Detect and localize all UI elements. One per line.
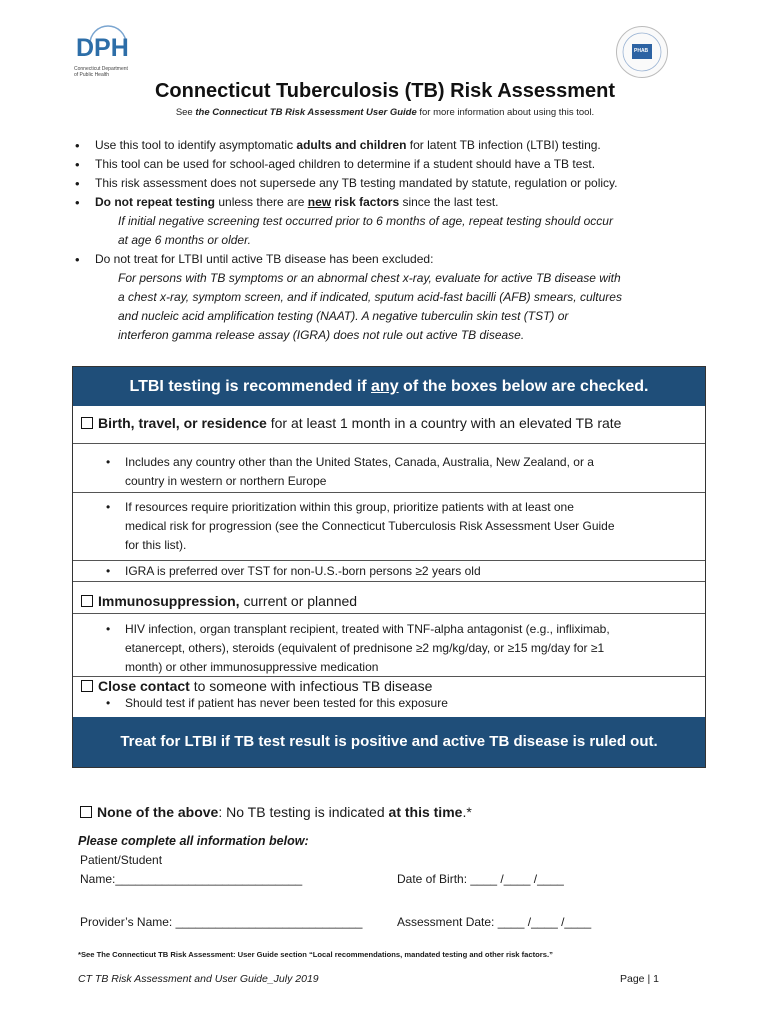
document-footer-title: CT TB Risk Assessment and User Guide_July 2019 — [78, 973, 319, 985]
active-tb-note: For persons with TB symptoms or an abnormal chest x-ray, evaluate for active TB disease with a chest x-ray, symptom screen, and if indicated, sputum acid-fast bacilli (AFB) smears, cultures and nucleic acid amplification testing (NAAT). A negative tuberculin skin test (TST) or interferon gamma release assay (IGRA) does not rule out active TB disease. — [118, 271, 622, 342]
none-of-above-checkbox[interactable] — [80, 806, 92, 818]
repeat-testing-note: If initial negative screening test occurred prior to 6 months of age, repeat testing should occur at age 6 months or older. — [118, 214, 613, 247]
list-item: • Use this tool to identify asymptomatic adults and children for latent TB infection (LTBI) testing. — [72, 136, 712, 155]
immunosuppression-checkbox[interactable] — [81, 595, 93, 607]
list-item: • This tool can be used for school-aged children to determine if a student should have a TB test. — [72, 155, 712, 174]
page-title: Connecticut Tuberculosis (TB) Risk Assessment — [154, 80, 616, 102]
dph-logo — [72, 22, 134, 80]
birth-travel-detail-2: • If resources require prioritization within this group, prioritize patients with at least one medical risk for progression (see the Connecticut Tuberculosis Risk Assessment User Guide for this list). — [73, 492, 705, 555]
assessment-date-field[interactable]: Assessment Date: ____ /____ /____ — [397, 915, 592, 929]
list-item: • This risk assessment does not supersede any TB testing mandated by statute, regulation or policy. — [72, 174, 712, 193]
birth-travel-detail-3: • IGRA is preferred over TST for non-U.S.-born persons ≥2 years old — [73, 560, 705, 581]
birth-travel-checkbox[interactable] — [81, 417, 93, 429]
list-item: • Do not treat for LTBI until active TB disease has been excluded: For persons with TB symptoms or an abnormal chest x-ray, evaluate for active TB disease with a chest x-ray, symptom screen, and if indicated, sputum acid-fast bacilli (AFB) smears, cultures and nucleic acid amplification testing (NAAT). A negative tuberculin skin test (TST) or interferon gamma release assay (IGRA) does not rule out active TB disease. — [72, 250, 712, 345]
provider-name-field[interactable]: Provider’s Name: ____________________________ — [80, 915, 363, 929]
seal-badge — [632, 44, 652, 59]
immunosuppression-detail-1: • HIV infection, organ transplant recipient, treated with TNF-alpha antagonist (e.g., infliximab, etanercept, others), steroids (equivalent of prednisone ≥2 mg/kg/day, or ≥15 mg/day for ≥1 month) or other immunosuppressive medication — [73, 613, 705, 677]
category-label: Close contact to someone with infectious TB disease — [73, 678, 705, 694]
table-footer: Treat for LTBI if TB test result is positive and active TB disease is ruled out. — [73, 717, 705, 767]
none-of-above-option: None of the above: No TB testing is indicated at this time.* — [80, 804, 472, 820]
dph-logo-caption: Connecticut Department of Public Health — [74, 66, 128, 78]
dph-logo-mark: DPH — [76, 34, 129, 62]
category-close-contact: Close contact to someone with infectious TB disease • Should test if patient has never been tested for this exposure — [73, 676, 705, 713]
birth-travel-detail-1: • Includes any country other than the United States, Canada, Australia, New Zealand, or a country in western or northern Europe — [73, 443, 705, 491]
risk-factor-table — [72, 366, 706, 768]
page-subtitle: See the Connecticut TB Risk Assessment User Guide for more information about using this tool. — [175, 107, 595, 118]
category-label: Birth, travel, or residence for at least 1 month in a country with an elevated TB rate — [73, 415, 705, 431]
footnote: *See The Connecticut TB Risk Assessment: User Guide section “Local recommendations, mandated testing and other risk factors.” — [78, 950, 553, 959]
category-birth-travel — [73, 415, 705, 431]
accreditation-seal — [616, 26, 668, 78]
category-immunosuppression — [73, 581, 705, 609]
date-of-birth-field[interactable]: Date of Birth: ____ /____ /____ — [397, 872, 564, 886]
close-contact-checkbox[interactable] — [81, 680, 93, 692]
patient-label: Patient/Student — [80, 853, 163, 867]
seal-badge-label: PHAB — [634, 48, 649, 54]
form-instructions: Please complete all information below: — [78, 834, 309, 848]
category-label: Immunosuppression, current or planned — [73, 593, 705, 609]
intro-bullet-list — [72, 136, 712, 345]
page-number: Page | 1 — [620, 973, 659, 985]
name-field[interactable]: Name:____________________________ — [80, 872, 303, 886]
table-header: LTBI testing is recommended if any of the boxes below are checked. — [73, 367, 705, 406]
list-item: • Do not repeat testing unless there are new risk factors since the last test. If initial negative screening test occurred prior to 6 months of age, repeat testing should occur at age 6 months or older. — [72, 193, 712, 250]
